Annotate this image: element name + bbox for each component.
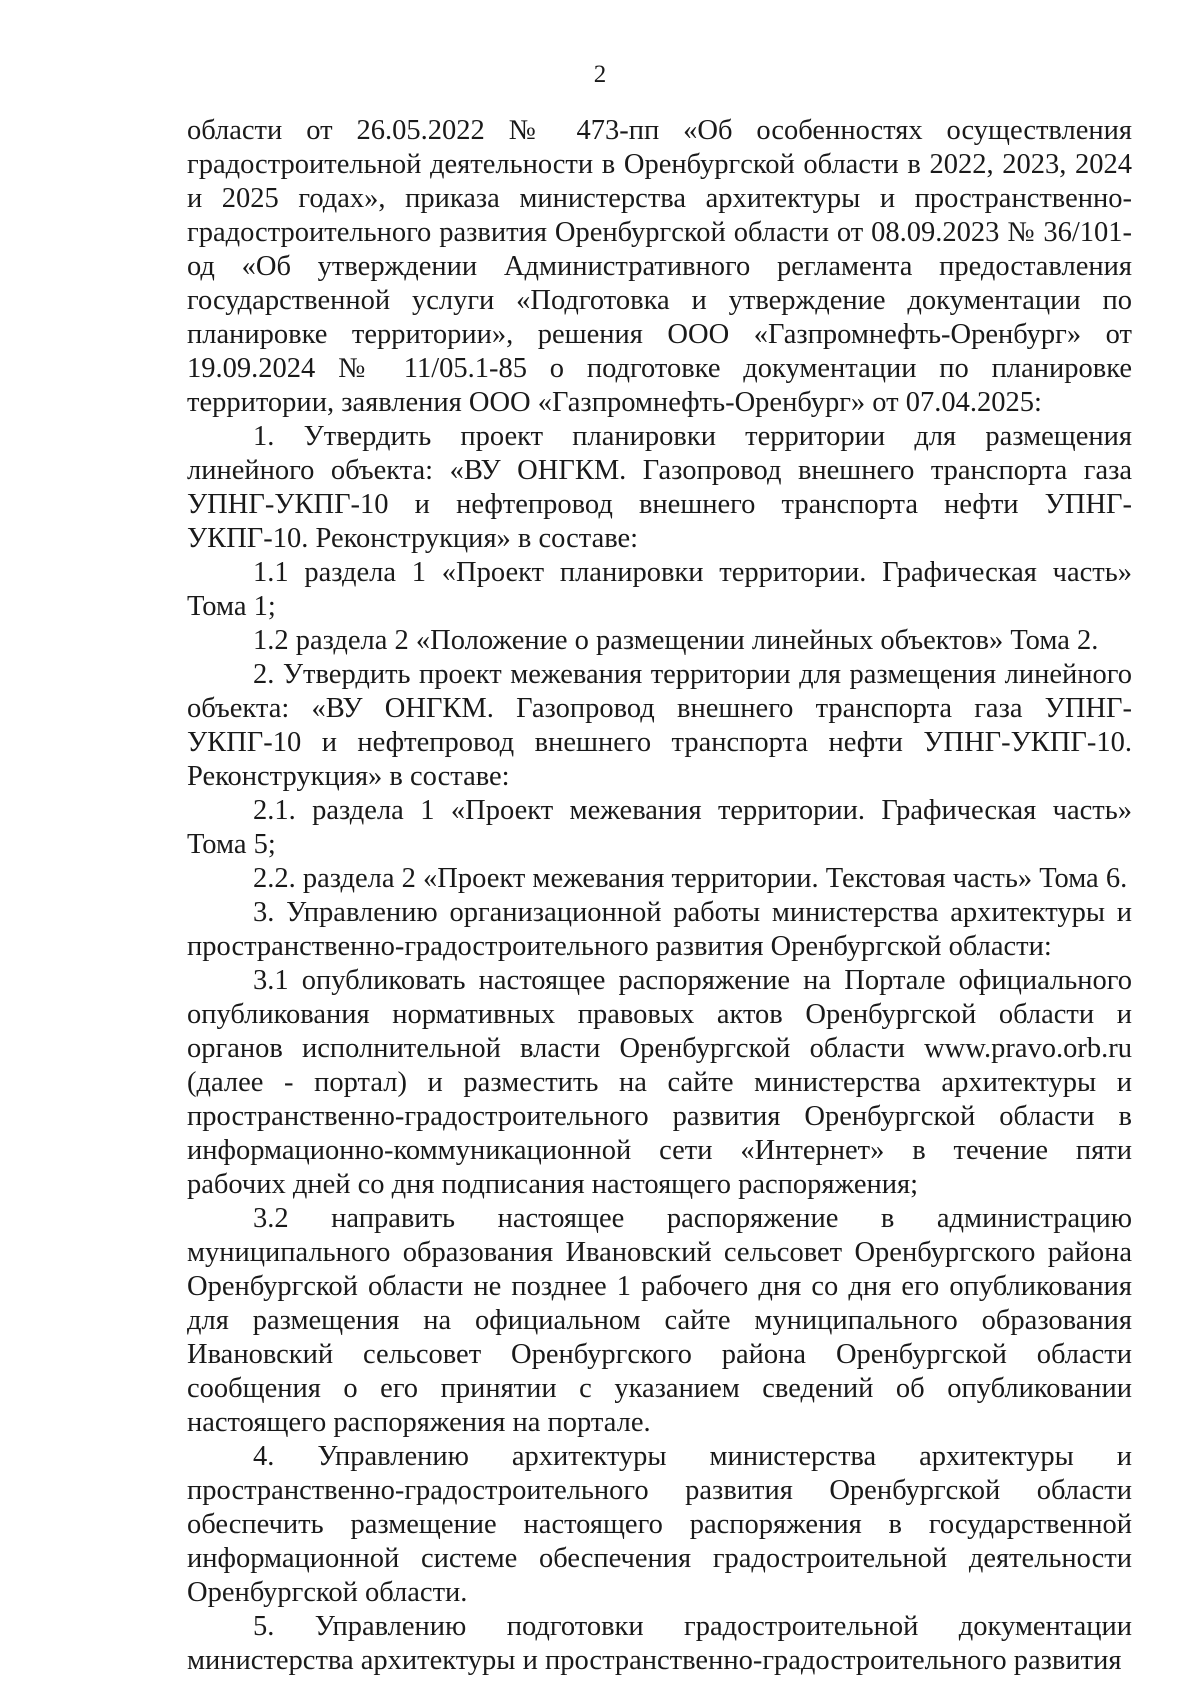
paragraph-item-2: 2. Утвердить проект межевания территории для размещения линейного объекта: «ВУ ОНГКМ. Газопровод внешнего транспорта газа УПНГ-УКПГ-10 и нефтепровод внешнего транспорта нефти УПНГ-УКПГ-10. Реконструкция» в составе: [187,659,1132,792]
document-body [187,114,1132,1678]
paragraph-item-1-2: 1.2 раздела 2 «Положение о размещении линейных объектов» Тома 2. [253,625,1099,656]
paragraph-item-3-1: 3.1 опубликовать настоящее распоряжение на Портале официального опубликования нормативных правовых актов Оренбургской области и органов исполнительной власти Оренбургской области www.pravo.orb.ru (далее - портал) и разместить на сайте министерства архитектуры и пространственно-градостроительного развития Оренбургской области в информационно-коммуникационной сети «Интернет» в течение пяти рабочих дней со дня подписания настоящего распоряжения; [187,965,1132,1200]
page-number: 2 [593,61,607,88]
paragraph-item-3: 3. Управлению организационной работы министерства архитектуры и пространственно-градостроительного развития Оренбургской области: [187,897,1132,962]
paragraph-item-2-2: 2.2. раздела 2 «Проект межевания территории. Текстовая часть» Тома 6. [253,863,1128,894]
paragraph-item-4: 4. Управлению архитектуры министерства архитектуры и пространственно-градостроительного развития Оренбургской области обеспечить размещение настоящего распоряжения в государственной информационной системе обеспечения градостроительной деятельности Оренбургской области. [187,1441,1132,1608]
paragraph-item-1-1: 1.1 раздела 1 «Проект планировки территории. Графическая часть» Тома 1; [187,557,1132,622]
paragraph-item-5: 5. Управлению подготовки градостроительной документации министерства архитектуры и пространственно-градостроительного развития [187,1611,1132,1676]
paragraph-item-3-2: 3.2 направить настоящее распоряжение в администрацию муниципального образования Ивановский сельсовет Оренбургского района Оренбургской области не позднее 1 рабочего дня со дня его опубликования для размещения на официальном сайте муниципального образования Ивановский сельсовет Оренбургского района Оренбургской области сообщения о его принятии с указанием сведений об опубликовании настоящего распоряжения на портале. [187,1203,1132,1438]
paragraph-item-2-1: 2.1. раздела 1 «Проект межевания территории. Графическая часть» Тома 5; [187,795,1132,860]
paragraph-preamble-continuation: области от 26.05.2022 № 473-пп «Об особенностях осуществления градостроительной деятельности в Оренбургской области в 2022, 2023, 2024 и 2025 годах», приказа министерства архитектуры и пространственно-градостроительного развития Оренбургской области от 08.09.2023 № 36/101-од «Об утверждении Административного регламента предоставления государственной услуги «Подготовка и утверждение документации по планировке территории», решения ООО «Газпромнефть-Оренбург» от 19.09.2024 № 11/05.1-85 о подготовке документации по планировке территории, заявления ООО «Газпромнефть-Оренбург» от 07.04.2025: [187,115,1132,418]
paragraph-item-1: 1. Утвердить проект планировки территории для размещения линейного объекта: «ВУ ОНГКМ. Газопровод внешнего транспорта газа УПНГ-УКПГ-10 и нефтепровод внешнего транспорта нефти УПНГ-УКПГ-10. Реконструкция» в составе: [187,421,1132,554]
